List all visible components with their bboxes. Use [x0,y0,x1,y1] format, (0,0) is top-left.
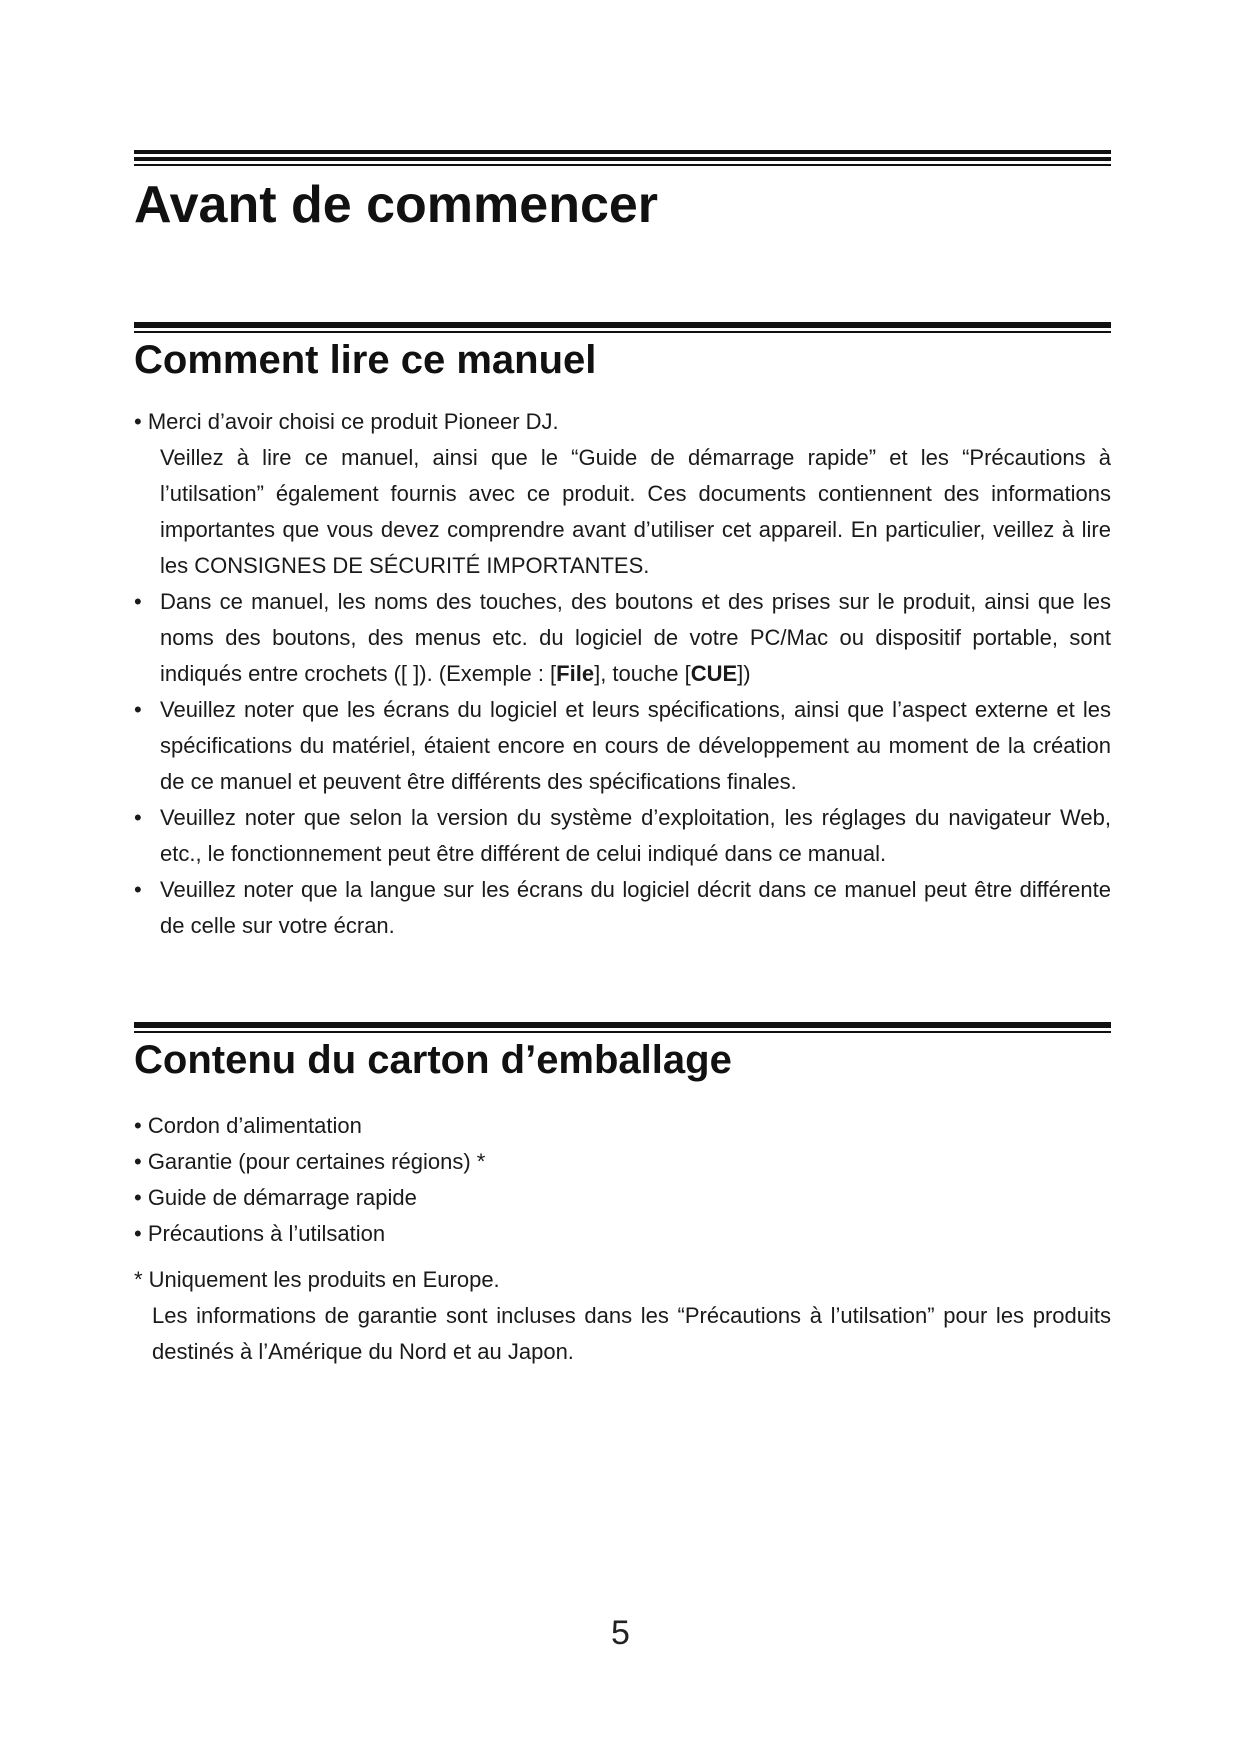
cue-label: CUE [690,661,738,686]
section1-body [134,404,1111,944]
intro-rest: Veillez à lire ce manuel, ainsi que le “Guide de démarrage rapide” et les “Précautions à l’utilsation” également fournis avec ce produit. Ces documents contiennent des informations importantes que vous devez comprendre avant d’utiliser cet appareil. En particulier, veillez à lire les CONSIGNES DE SÉCURITÉ IMPORTANTES. [160,445,1111,578]
bullet: • [134,877,142,902]
title-rule [134,150,1111,172]
intro-first-line: Merci d’avoir choisi ce produit Pioneer DJ. [147,409,559,434]
section1-rule [134,322,1111,336]
bullet: • [134,805,142,830]
note-rest: Les informations de garantie sont incluses dans les “Précautions à l’utilsation” pour les produits destinés à l’Amérique du Nord et au Japon. [152,1303,1111,1364]
list-item: • Garantie (pour certaines régions) * [134,1149,486,1174]
intro-bullet: • [134,409,142,434]
list-item: • Dans ce manuel, les noms des touches, des boutons et des prises sur le produit, ainsi que les noms des boutons, des menus etc. du logiciel de votre PC/Mac ou dispositif portable, sont indiqués entre crochets ([ ]). (Exemple : [File], touche [CUE]) [134,584,1111,692]
list-item: • Veuillez noter que selon la version du système d’exploitation, les réglages du navigateur Web, etc., le fonctionnement peut être différent de celui indiqué dans ce manual. [134,800,1111,872]
intro-paragraph [134,404,1111,584]
list-item: • Guide de démarrage rapide [134,1185,417,1210]
section1-heading: Comment lire ce manuel [134,338,597,382]
page-number: 5 [611,1614,630,1652]
list-item: • Veuillez noter que la langue sur les écrans du logiciel décrit dans ce manuel peut être différente de celle sur votre écran. [134,872,1111,944]
section2-heading: Contenu du carton d’emballage [134,1038,732,1082]
section2-list [134,1108,1111,1252]
file-label: File [556,661,595,686]
list-item: • Cordon d’alimentation [134,1113,362,1138]
page-title: Avant de commencer [134,176,659,234]
bullet: • [134,697,142,722]
list-item: • Veuillez noter que les écrans du logiciel et leurs spécifications, ainsi que l’aspect externe et les spécifications du matériel, étaient encore en cours de développement au moment de la création de ce manuel et peuvent être différents des spécifications finales. [134,692,1111,800]
section2-note [134,1262,1111,1370]
note-first-line: * Uniquement les produits en Europe. [134,1267,500,1292]
list-item: • Précautions à l’utilsation [134,1221,386,1246]
bullet: • [134,589,142,614]
section2-rule [134,1022,1111,1036]
